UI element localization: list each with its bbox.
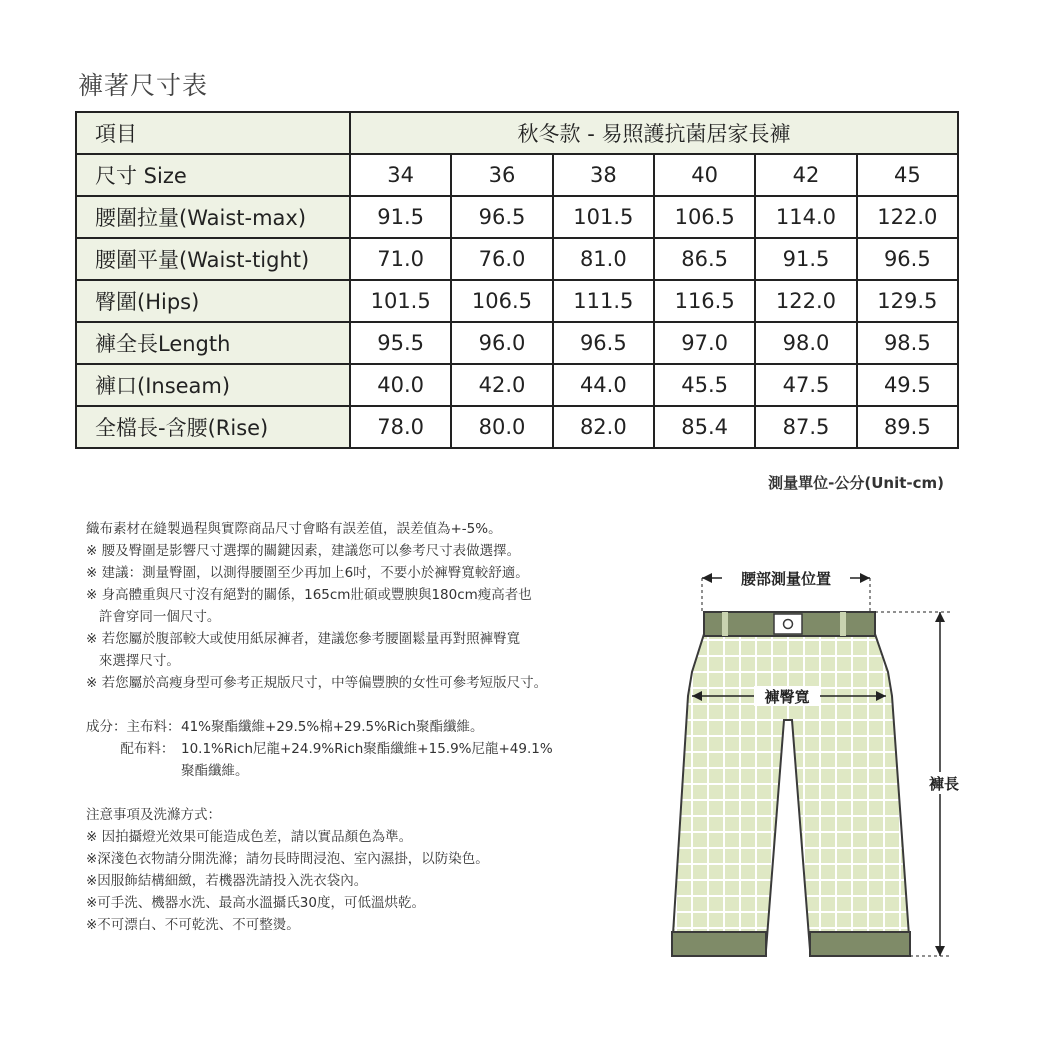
composition-label: 成分：主布料： <box>86 719 181 735</box>
table-cell: 122.0 <box>857 196 958 238</box>
right-cuff <box>810 932 910 956</box>
table-cell: 129.5 <box>857 280 958 322</box>
care-line: ※深淺色衣物請分開洗滌；請勿長時間浸泡、室內濕掛，以防染色。 <box>86 851 489 867</box>
left-cuff <box>672 932 766 956</box>
table-cell: 45.5 <box>654 364 755 406</box>
care-line: ※可手洗、機器水洗、最高水溫攝氏30度，可低溫烘乾。 <box>86 895 425 911</box>
table-cell: 111.5 <box>553 280 654 322</box>
length-label: 褲長 <box>928 775 960 793</box>
table-cell: 98.0 <box>755 322 856 364</box>
table-cell: 42.0 <box>451 364 552 406</box>
table-cell: 40.0 <box>350 364 451 406</box>
row-label: 臀圍(Hips) <box>76 280 350 322</box>
table-cell: 80.0 <box>451 406 552 448</box>
notes-intro: 織布素材在縫製過程與實際商品尺寸會略有誤差值，誤差值為+-5%。 <box>86 521 502 537</box>
composition-row <box>86 716 646 738</box>
composition-text: 10.1%Rich尼龍+24.9%Rich聚酯纖維+15.9%尼龍+49.1% <box>181 741 553 757</box>
table-cell: 82.0 <box>553 406 654 448</box>
row-label: 腰圍拉量(Waist-max) <box>76 196 350 238</box>
table-cell: 87.5 <box>755 406 856 448</box>
table-cell: 89.5 <box>857 406 958 448</box>
table-cell: 96.5 <box>857 238 958 280</box>
pants-diagram <box>660 560 980 980</box>
hip-label: 褲臀寬 <box>764 688 810 706</box>
table-cell: 76.0 <box>451 238 552 280</box>
size-cell: 45 <box>857 154 958 196</box>
table-cell: 98.5 <box>857 322 958 364</box>
table-cell: 96.5 <box>451 196 552 238</box>
care-line: ※因服飾結構細緻，若機器洗請投入洗衣袋內。 <box>86 873 368 889</box>
care-line: ※不可漂白、不可乾洗、不可整燙。 <box>86 917 300 933</box>
table-cell: 97.0 <box>654 322 755 364</box>
composition-text: 聚酯纖維。 <box>181 763 249 779</box>
tip-line: ※ 若您屬於高瘦身型可參考正規版尺寸，中等偏豐腴的女性可參考短版尺寸。 <box>86 675 548 691</box>
table-cell: 91.5 <box>350 196 451 238</box>
composition-label <box>86 760 181 782</box>
size-table <box>75 111 959 449</box>
table-row <box>76 238 958 280</box>
waist-arrow-right <box>860 573 870 583</box>
size-label: 尺寸 Size <box>76 154 350 196</box>
table-cell: 106.5 <box>451 280 552 322</box>
unit-note: 測量單位-公分(Unit-cm) <box>768 474 944 492</box>
table-cell: 106.5 <box>654 196 755 238</box>
size-cell: 42 <box>755 154 856 196</box>
waist-button-tab <box>774 614 802 634</box>
notes-section <box>86 518 646 936</box>
table-cell: 78.0 <box>350 406 451 448</box>
care-line: ※ 因拍攝燈光效果可能造成色差，請以實品顏色為準。 <box>86 829 413 845</box>
table-cell: 91.5 <box>755 238 856 280</box>
product-name: 秋冬款 - 易照護抗菌居家長褲 <box>350 112 958 154</box>
table-row <box>76 322 958 364</box>
tip-line: 許會穿同一個尺寸。 <box>86 609 221 625</box>
table-cell: 101.5 <box>553 196 654 238</box>
table-cell: 96.5 <box>553 322 654 364</box>
care-title: 注意事項及洗滌方式： <box>86 807 221 823</box>
tip-line: ※ 腰及臀圍是影響尺寸選擇的關鍵因素，建議您可以參考尺寸表做選擇。 <box>86 543 521 559</box>
table-row <box>76 406 958 448</box>
pants-body <box>672 634 910 950</box>
size-cell: 36 <box>451 154 552 196</box>
table-cell: 44.0 <box>553 364 654 406</box>
corner-label: 項目 <box>76 112 350 154</box>
table-cell: 49.5 <box>857 364 958 406</box>
size-cell: 38 <box>553 154 654 196</box>
table-cell: 85.4 <box>654 406 755 448</box>
composition-text: 41%聚酯纖維+29.5%棉+29.5%Rich聚酯纖維。 <box>181 719 484 735</box>
page-title: 褲著尺寸表 <box>78 71 209 100</box>
row-label: 腰圍平量(Waist-tight) <box>76 238 350 280</box>
size-row <box>76 154 958 196</box>
tip-line: ※ 若您屬於腹部較大或使用紙尿褲者，建議您參考腰圍鬆量再對照褲臀寬 <box>86 631 521 647</box>
size-cell: 40 <box>654 154 755 196</box>
table-cell: 86.5 <box>654 238 755 280</box>
tip-line: ※ 建議：測量臀圍，以測得腰圍至少再加上6吋，不要小於褲臀寬較舒適。 <box>86 565 529 581</box>
table-cell: 101.5 <box>350 280 451 322</box>
row-label: 褲全長Length <box>76 322 350 364</box>
composition-label: 配布料： <box>86 741 175 757</box>
tip-line: 來選擇尺寸。 <box>86 653 180 669</box>
table-row <box>76 364 958 406</box>
table-cell: 114.0 <box>755 196 856 238</box>
table-cell: 81.0 <box>553 238 654 280</box>
composition-row <box>86 760 646 782</box>
table-cell: 96.0 <box>451 322 552 364</box>
pants-measurement-svg <box>660 560 980 980</box>
table-header-row <box>76 112 958 154</box>
table-cell: 116.5 <box>654 280 755 322</box>
table-cell: 71.0 <box>350 238 451 280</box>
table-cell: 47.5 <box>755 364 856 406</box>
table-row <box>76 280 958 322</box>
table-cell: 95.5 <box>350 322 451 364</box>
table-cell: 122.0 <box>755 280 856 322</box>
waist-arrow-left <box>702 573 712 583</box>
table-row <box>76 196 958 238</box>
row-label: 褲口(Inseam) <box>76 364 350 406</box>
composition-row <box>86 738 646 760</box>
waist-label: 腰部測量位置 <box>740 570 832 588</box>
tip-line: ※ 身高體重與尺寸沒有絕對的關係，165cm壯碩或豐腴與180cm瘦高者也 <box>86 587 532 603</box>
size-cell: 34 <box>350 154 451 196</box>
row-label: 全檔長-含腰(Rise) <box>76 406 350 448</box>
